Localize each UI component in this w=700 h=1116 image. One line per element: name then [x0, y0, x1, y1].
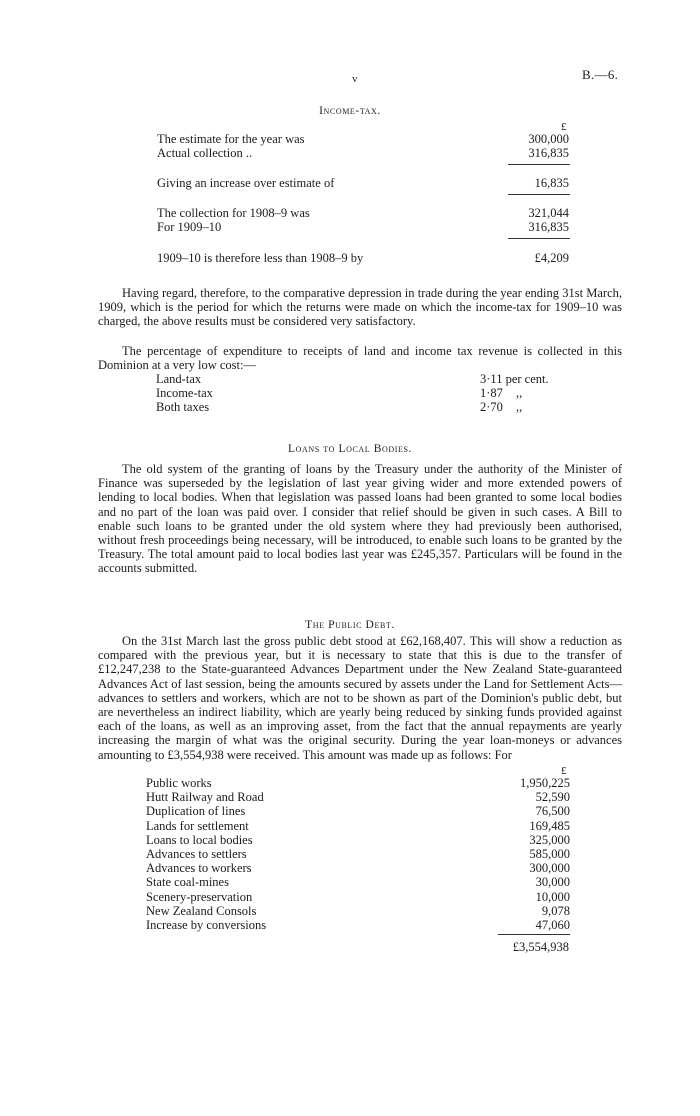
income-row-value: 16,835 — [534, 176, 569, 190]
income-row-value: 316,835 — [528, 220, 569, 234]
debt-item-label: Advances to settlers — [146, 847, 247, 861]
debt-item-label: Lands for settlement — [146, 818, 249, 833]
debt-item-value: 169,485 — [529, 818, 570, 833]
loans-heading: Loans to Local Bodies. — [287, 443, 413, 455]
debt-item-row — [146, 847, 570, 861]
income-tax-heading: Income-tax. — [319, 105, 381, 117]
rate-value: 3·11 — [480, 372, 503, 386]
rate-row — [156, 400, 209, 414]
rate-label: Income-tax — [156, 386, 213, 400]
debt-item-value: 325,000 — [529, 832, 570, 847]
paragraph-collection-cost: The percentage of expenditure to receipts of land and income tax revenue is collected in this Dominion at a very low cost:— — [98, 344, 622, 373]
debt-item-row — [146, 904, 570, 918]
debt-item-row — [146, 861, 570, 875]
debt-total: £3,554,938 — [512, 940, 569, 954]
rate-label: Both taxes — [156, 400, 210, 414]
debt-item-label: State coal-mines — [146, 875, 229, 890]
income-row-label: The collection for 1908–9 was — [157, 206, 310, 220]
income-row — [157, 176, 569, 190]
debt-item-row — [146, 819, 570, 833]
debt-item-label: Increase by conversions — [146, 918, 267, 932]
debt-item-label: Loans to local bodies — [146, 832, 253, 847]
debt-item-value: 10,000 — [535, 889, 570, 904]
rate-value: 1·87 — [480, 386, 503, 400]
subtotal-rule — [508, 164, 570, 165]
page-number: v — [352, 73, 358, 85]
debt-item-label: Scenery-preservation — [146, 889, 253, 904]
pound-column-header: £ — [561, 765, 567, 777]
income-row-value: 316,835 — [528, 146, 569, 160]
subtotal-rule — [508, 194, 570, 195]
income-row — [157, 251, 569, 265]
income-row-value: £4,209 — [534, 251, 569, 265]
debt-item-value: 300,000 — [529, 861, 570, 876]
rate-value: 2·70 — [480, 400, 503, 414]
income-row-label: 1909–10 is therefore less than 1908–9 by — [157, 251, 364, 265]
debt-item-row — [146, 776, 570, 790]
debt-item-value: 76,500 — [535, 804, 570, 819]
debt-item-label: Advances to workers — [146, 861, 252, 876]
debt-item-row — [146, 875, 570, 889]
income-row — [157, 220, 569, 234]
income-row-value: 321,044 — [528, 206, 569, 220]
income-row-value: 300,000 — [528, 132, 569, 146]
income-row-label: For 1909–10 — [157, 220, 222, 234]
income-row — [157, 206, 569, 220]
debt-item-label: Hutt Railway and Road — [146, 790, 264, 805]
paragraph-loans: The old system of the granting of loans by the Treasury under the authority of the Minister of Finance was superseded by the legislation of last year giving wider and more extended powers of lending to local bodies. When that legislation was passed loans had been granted to some local bodies and no part of the loan was paid over. I consider that relief should be given in such cases. A Bill to enable such loans to be granted under the old system where they had previously been authorised, without fresh proceedings being necessary, will be introduced, to enable such loans to be granted by the Treasury. The total amount paid to local bodies last year was £245,357. Particulars will be found in the accounts submitted. — [98, 462, 622, 576]
income-row-label: Giving an increase over estimate of — [157, 176, 335, 190]
pound-column-header: £ — [561, 121, 567, 133]
debt-item-row — [146, 833, 570, 847]
debt-item-value: 9,078 — [541, 903, 570, 918]
debt-item-row — [146, 804, 570, 818]
rate-value-group — [480, 386, 522, 400]
rate-row — [156, 372, 201, 386]
debt-item-value: 30,000 — [535, 875, 570, 890]
debt-item-value: 47,060 — [535, 918, 570, 932]
total-rule — [498, 934, 570, 935]
rate-row — [156, 386, 213, 400]
rate-unit: per cent. — [505, 372, 549, 386]
rate-unit: ,, — [516, 400, 523, 414]
rate-value-group — [480, 372, 549, 386]
subtotal-rule — [508, 238, 570, 239]
debt-item-value: 52,590 — [535, 790, 570, 805]
debt-item-label: Public works — [146, 776, 212, 790]
debt-item-value: 1,950,225 — [520, 776, 570, 790]
debt-item-label: Duplication of lines — [146, 804, 246, 819]
document-reference: B.—6. — [582, 67, 619, 82]
rate-value-group — [480, 400, 522, 414]
debt-item-row — [146, 790, 570, 804]
public-debt-heading: The Public Debt. — [305, 619, 395, 631]
rate-label: Land-tax — [156, 372, 202, 386]
debt-item-row — [146, 918, 570, 932]
income-row — [157, 132, 569, 146]
paragraph-trade-depression: Having regard, therefore, to the comparative depression in trade during the year ending 31st March, 1909, which is the period for which the returns were made on which the income-tax for 1909–10 was charged, the above results must be considered very satisfactory. — [98, 286, 622, 329]
debt-item-label: New Zealand Consols — [146, 903, 257, 918]
rate-unit: ,, — [516, 386, 523, 400]
debt-item-row — [146, 890, 570, 904]
income-row-label: Actual collection .. — [157, 146, 253, 160]
income-row-label: The estimate for the year was — [157, 132, 305, 146]
income-row — [157, 146, 569, 160]
paragraph-public-debt: On the 31st March last the gross public debt stood at £62,168,407. This will show a reduction as compared with the previous year, but it is necessary to state that this is due to the transfer of £12,247,238 to the State-guaranteed Advances Department under the New Zealand State-guaranteed Advances Act of last session, being the amounts secured by assets under the Land for Settlement Acts—advances to settlers and workers, which are not to be shown as part of the Dominion's public debt, but are nevertheless an indirect liability, which are yearly being reduced by sinking funds provided against each of the loans, as well as an improving asset, from the fact that the annual repayments are yearly increasing the margin of what was the original security. During the year loan-moneys or advances amounting to £3,554,938 were received. This amount was made up as follows: For — [98, 634, 622, 762]
debt-item-value: 585,000 — [529, 847, 570, 861]
